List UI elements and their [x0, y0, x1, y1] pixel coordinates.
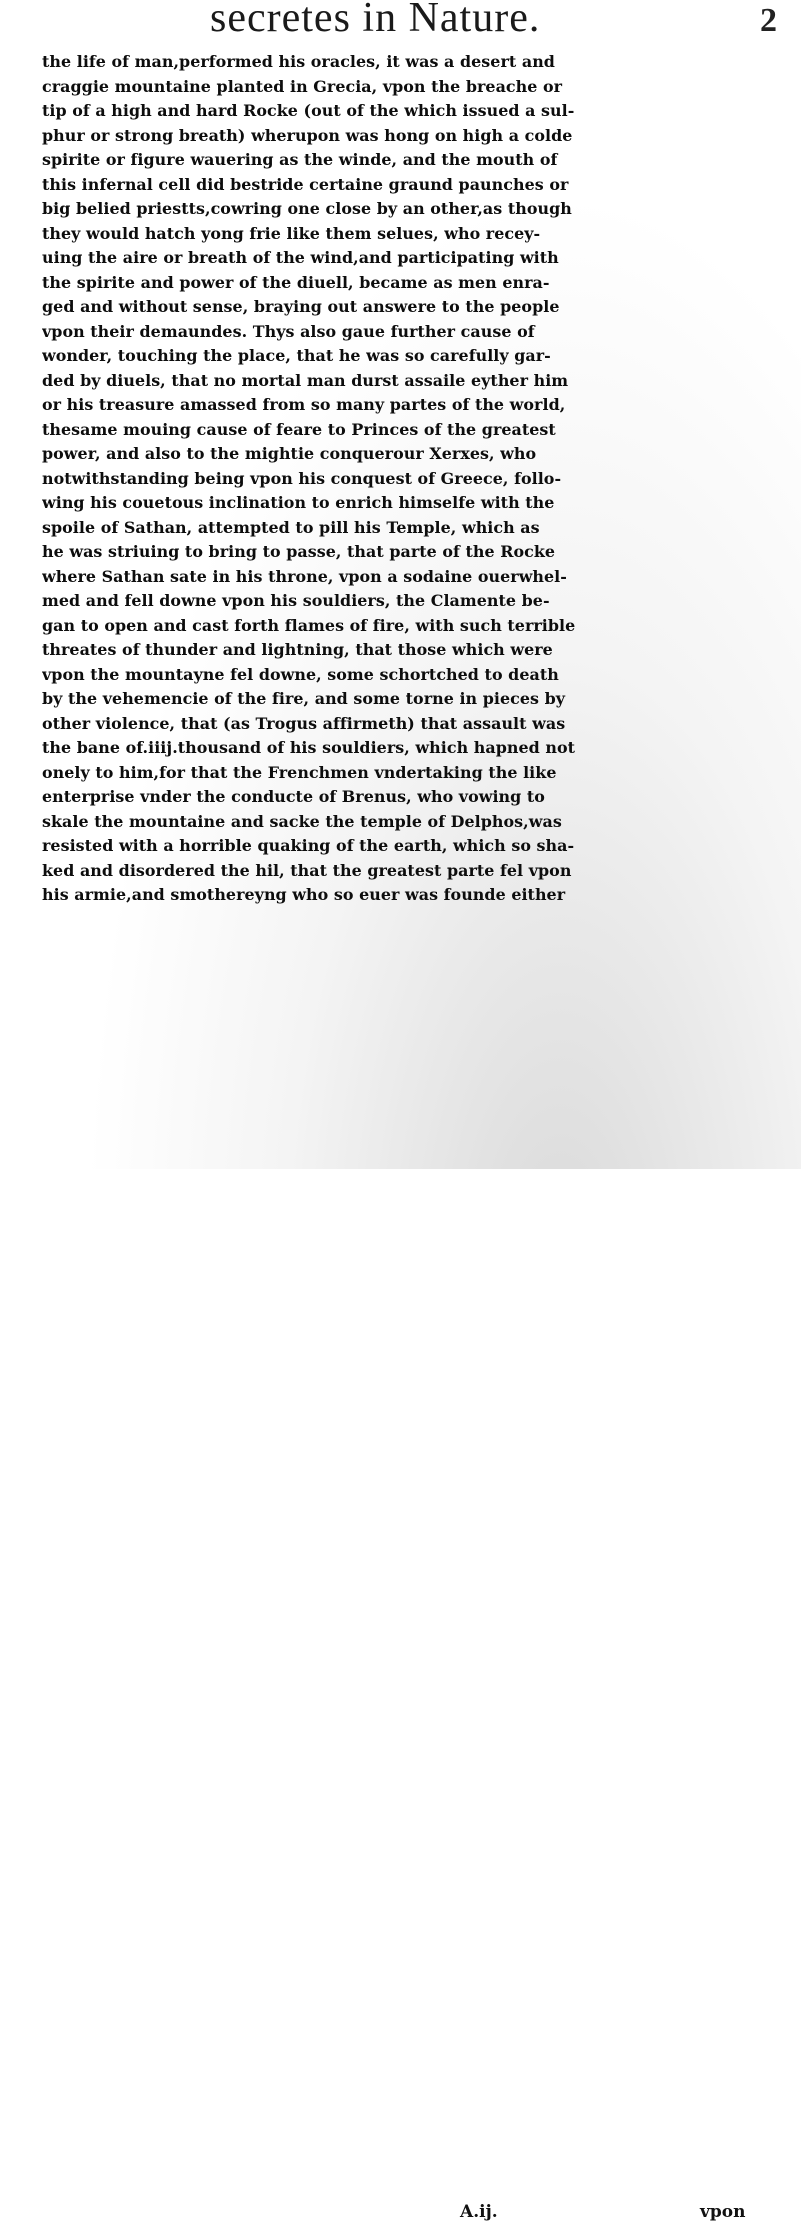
text-line: skale the mountaine and sacke the temple of Delphos,was: [42, 811, 562, 831]
text-line: big belied priestts,cowring one close by an other,as though: [42, 199, 572, 218]
text-line: onely to him,for that the Frenchmen vndertaking the like: [42, 762, 557, 782]
text-line: uing the aire or breath of the wind,and participating with: [42, 248, 559, 267]
text-line: gan to open and cast forth flames of fire, with such terrible: [42, 615, 576, 635]
text-line: phur or strong breath) wherupon was hong on high a colde: [42, 125, 573, 145]
page-number: 2: [760, 2, 777, 39]
text-line: power, and also to the mightie conquerour Xerxes, who: [42, 444, 537, 463]
text-line: the life of man,performed his oracles, it was a desert and: [42, 52, 555, 71]
text-line: thesame mouing cause of feare to Princes of the greatest: [42, 419, 556, 439]
running-head: secretes in Nature.: [210, 0, 541, 41]
text-line: notwithstanding being vpon his conquest of Greece, follo-: [42, 468, 562, 488]
text-line: he was striuing to bring to passe, that parte of the Rocke: [42, 542, 556, 561]
text-line: other violence, that (as Trogus affirmeth) that assault was: [42, 713, 566, 733]
text-line: tip of a high and hard Rocke (out of the which issued a sul-: [42, 101, 575, 120]
text-line: vpon their demaundes. Thys also gaue further cause of: [42, 321, 535, 341]
text-line: spirite or figure wauering as the winde, and the mouth of: [42, 150, 558, 169]
text-line: wing his couetous inclination to enrich himselfe with the: [42, 493, 555, 512]
text-line: the spirite and power of the diuell, became as men enra-: [42, 272, 550, 292]
text-line: the bane of.iiij.thousand of his souldiers, which hapned not: [42, 738, 576, 757]
text-line: med and fell downe vpon his souldiers, the Clamente be-: [42, 591, 550, 610]
text-line: enterprise vnder the conducte of Brenus, who vowing to: [42, 787, 545, 806]
text-line: spoile of Sathan, attempted to pill his Temple, which as: [42, 517, 540, 537]
page-footer: [0, 1100, 801, 2222]
signature-mark: A.ij.: [460, 2202, 498, 2222]
text-line: ged and without sense, braying out answere to the people: [42, 297, 560, 316]
text-line: ked and disordered the hil, that the greatest parte fel vpon: [42, 860, 572, 880]
text-line: craggie mountaine planted in Grecia, vpon the breache or: [42, 76, 563, 96]
page-header: [0, 0, 801, 46]
text-line: by the vehemencie of the fire, and some torne in pieces by: [42, 689, 566, 708]
text-line: resisted with a horrible quaking of the earth, which so sha-: [42, 836, 575, 855]
text-line: or his treasure amassed from so many partes of the world,: [42, 395, 566, 414]
text-line: wonder, touching the place, that he was so carefully gar-: [42, 346, 551, 365]
catchword: vpon: [700, 2202, 746, 2222]
text-line: where Sathan sate in his throne, vpon a sodaine ouerwhel-: [42, 566, 567, 586]
text-line: his armie,and smothereyng who so euer was founde either: [42, 885, 566, 904]
text-line: ded by diuels, that no mortal man durst assaile eyther him: [42, 370, 569, 390]
text-line: vpon the mountayne fel downe, some schortched to death: [42, 664, 559, 684]
text-line: threates of thunder and lightning, that those which were: [42, 640, 553, 659]
text-line: this infernal cell did bestride certaine graund paunches or: [42, 174, 569, 194]
body-text: [42, 50, 788, 908]
text-line: they would hatch yong frie like them selues, who recey-: [42, 223, 541, 243]
